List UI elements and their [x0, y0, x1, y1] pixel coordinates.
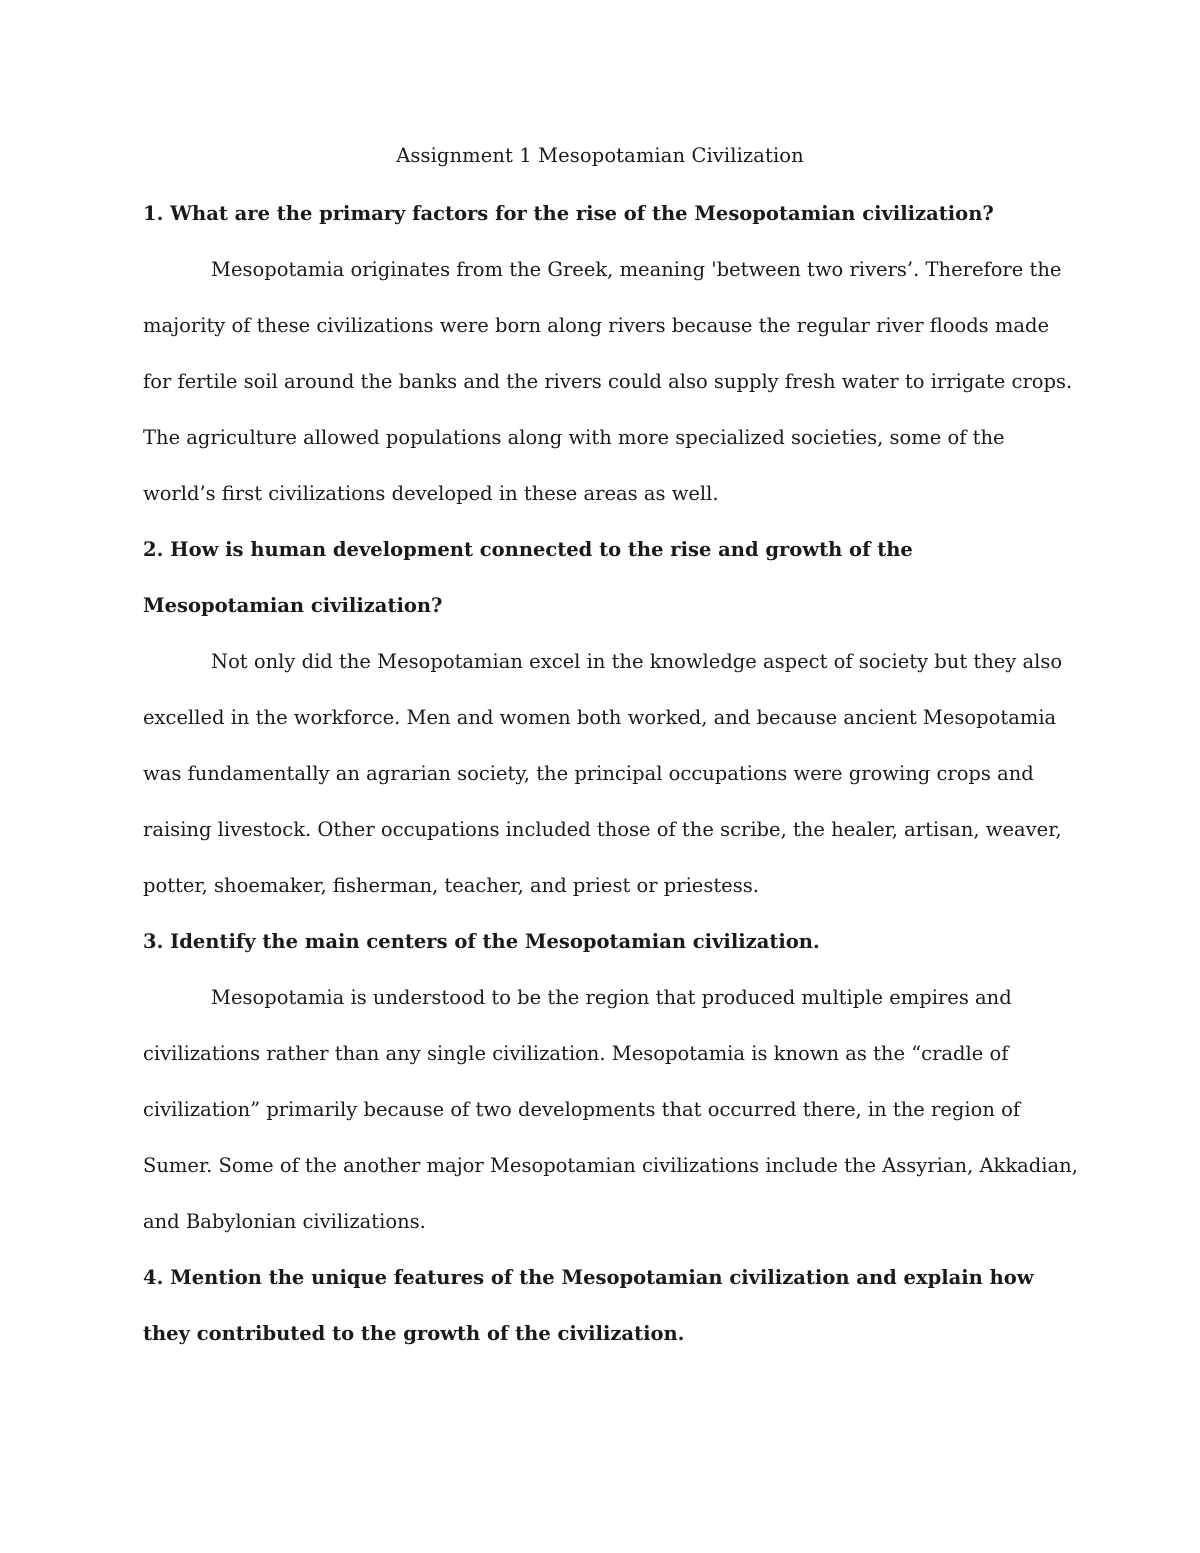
question-2: 2. How is human development connected to the rise and growth of the Mesopotamian civilization?	[143, 538, 913, 617]
question-3: 3. Identify the main centers of the Mesopotamian civilization.	[143, 930, 820, 953]
document-title: Assignment 1 Mesopotamian Civilization	[396, 144, 804, 167]
answer-3: Mesopotamia is understood to be the region that produced multiple empires and civilizations rather than any single civilization. Mesopotamia is known as the “cradle of civilization” primarily because of two developments that occurred there, in the region of Sumer. Some of the another major Mesopotamian civilizations include the Assyrian, Akkadian, and Babylonian civilizations.	[143, 986, 1078, 1233]
question-4: 4. Mention the unique features of the Mesopotamian civilization and explain how they contributed to the growth of the civilization.	[143, 1266, 1034, 1345]
question-1: 1. What are the primary factors for the rise of the Mesopotamian civilization?	[143, 202, 994, 225]
answer-1: Mesopotamia originates from the Greek, meaning 'between two rivers’. Therefore the majority of these civilizations were born along rivers because the regular river floods made for fertile soil around the banks and the rivers could also supply fresh water to irrigate crops. The agriculture allowed populations along with more specialized societies, some of the world’s first civilizations developed in these areas as well.	[143, 258, 1073, 505]
answer-2: Not only did the Mesopotamian excel in the knowledge aspect of society but they also excelled in the workforce. Men and women both worked, and because ancient Mesopotamia was fundamentally an agrarian society, the principal occupations were growing crops and raising livestock. Other occupations included those of the scribe, the healer, artisan, weaver, potter, shoemaker, fisherman, teacher, and priest or priestess.	[143, 650, 1063, 897]
